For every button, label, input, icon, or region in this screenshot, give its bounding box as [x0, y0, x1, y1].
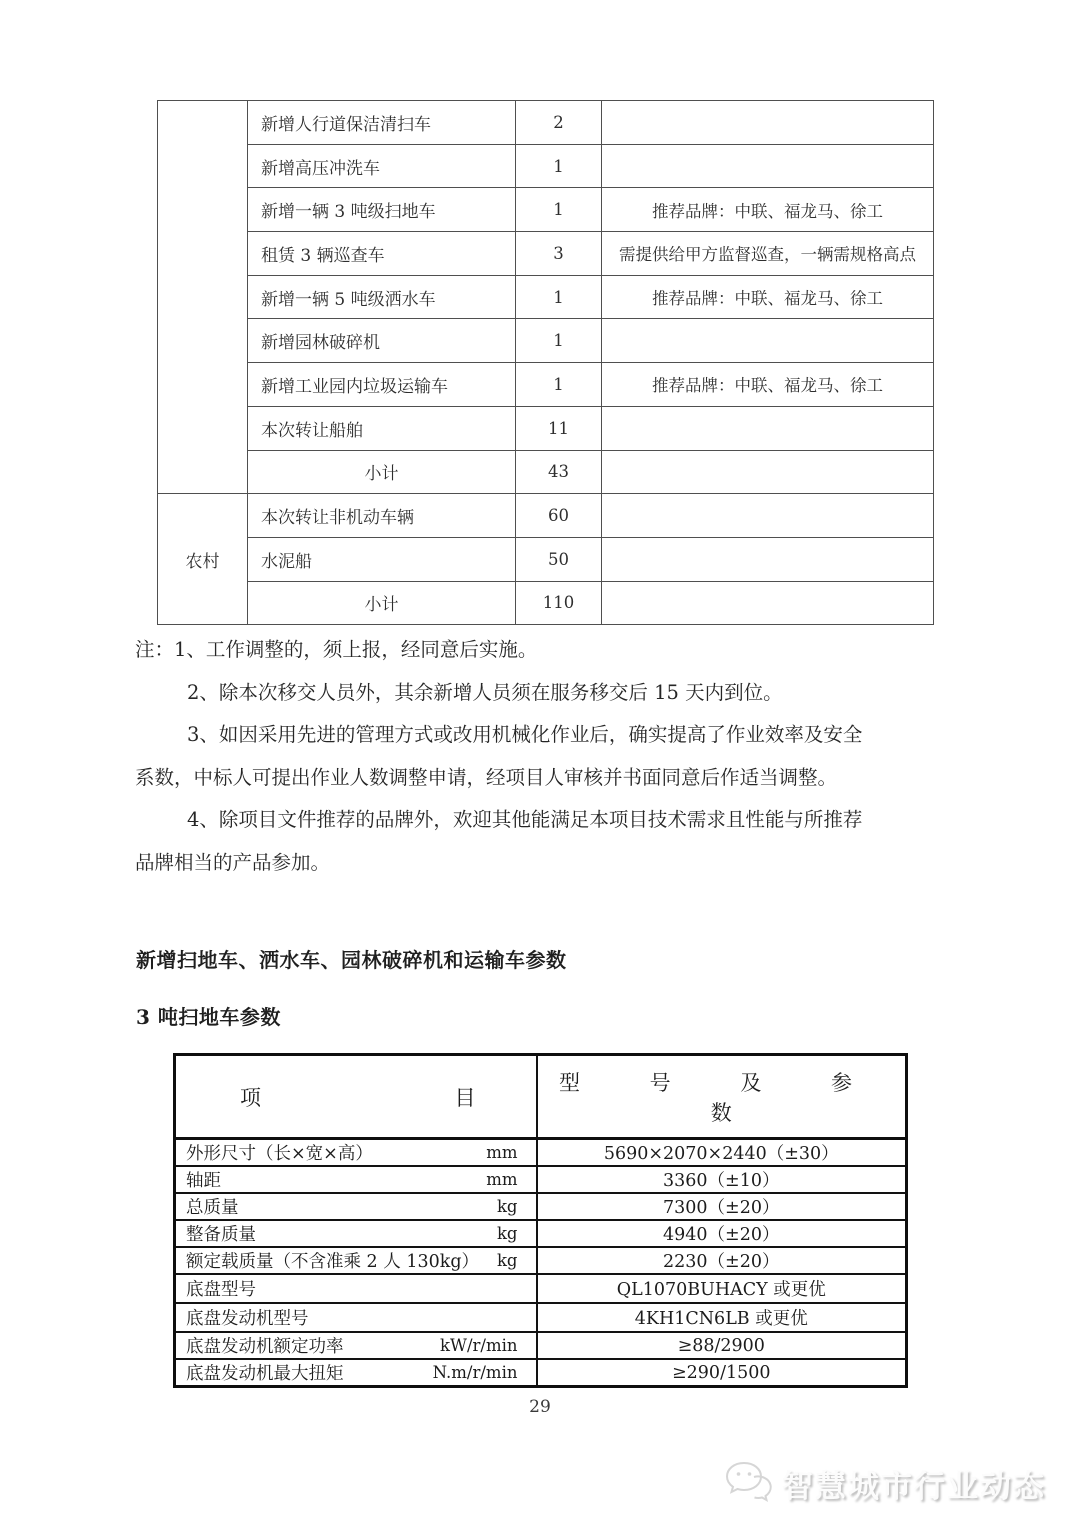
item-cell: 新增一辆 5 吨级洒水车: [248, 275, 516, 319]
item-cell: 新增高压冲洗车: [248, 144, 516, 188]
note-line: 2、除本次移交人员外，其余新增人员须在服务移交后 15 天内到位。: [187, 680, 783, 704]
qty-cell: 1: [516, 363, 602, 407]
header-item-char: 目: [454, 1085, 476, 1110]
note-line: 品牌相当的产品参加。: [135, 850, 331, 874]
item-cell: 本次转让非机动车辆: [248, 494, 516, 538]
param-name-cell: [175, 1332, 537, 1359]
sub-heading: 3 吨扫地车参数: [136, 1005, 281, 1029]
param-unit: mm: [486, 1143, 518, 1162]
subtotal-qty-cell: 110: [516, 581, 602, 625]
wechat-icon: [724, 1460, 774, 1506]
qty-cell: 11: [516, 406, 602, 450]
subtotal-label-cell: 小计: [248, 581, 516, 625]
param-name: 轴距: [186, 1171, 221, 1191]
qty-cell: 1: [516, 275, 602, 319]
table-header-row: [175, 1055, 907, 1139]
sweeper-parameters-table: [173, 1053, 908, 1388]
item-cell: 新增人行道保洁清扫车: [248, 101, 516, 145]
param-row: [175, 1193, 907, 1220]
param-name: 总质量: [186, 1198, 239, 1218]
header-value-cell: [537, 1055, 907, 1139]
remark-cell: 推荐品牌：中联、福龙马、徐工: [602, 188, 934, 232]
param-row: [175, 1247, 907, 1274]
item-cell: 新增一辆 3 吨级扫地车: [248, 188, 516, 232]
param-name-cell: [175, 1193, 537, 1220]
remark-cell: [602, 101, 934, 145]
note-line: 3、如因采用先进的管理方式或改用机械化作业后，确实提高了作业效率及安全: [187, 723, 863, 746]
table-row: [158, 494, 934, 538]
param-unit: kg: [496, 1197, 518, 1216]
item-cell: 新增工业园内垃圾运输车: [248, 363, 516, 407]
remark-cell: 推荐品牌：中联、福龙马、徐工: [602, 363, 934, 407]
header-value-label: 型 号 及 参 数: [558, 1070, 884, 1125]
param-name: 底盘发动机额定功率: [186, 1337, 344, 1357]
param-name: 底盘发动机最大扭矩: [186, 1364, 344, 1384]
param-name-cell: [175, 1166, 537, 1193]
page-number: 29: [529, 1397, 551, 1417]
remark-cell: [602, 319, 934, 363]
param-name: 底盘型号: [186, 1280, 256, 1300]
table-row: [158, 319, 934, 363]
table-row: [158, 275, 934, 319]
qty-cell: 1: [516, 188, 602, 232]
param-unit: kg: [496, 1224, 518, 1243]
subtotal-qty-cell: 43: [516, 450, 602, 494]
qty-cell: 3: [516, 232, 602, 276]
item-cell: 租赁 3 辆巡查车: [248, 232, 516, 276]
item-cell: 新增园林破碎机: [248, 319, 516, 363]
brand-watermark: [724, 1460, 1046, 1506]
note-line: 4、除项目文件推荐的品牌外，欢迎其他能满足本项目技术需求且性能与所推荐: [187, 808, 863, 831]
param-row: [175, 1332, 907, 1359]
remark-cell: [602, 144, 934, 188]
param-unit: kW/r/min: [439, 1336, 518, 1355]
param-name-cell: [175, 1139, 537, 1167]
table-row: [158, 101, 934, 145]
item-cell: 本次转让船舶: [248, 406, 516, 450]
remark-cell: 需提供给甲方监督巡查，一辆需规格高点: [602, 232, 934, 276]
group-cell-urban: [158, 101, 248, 494]
remark-cell: [602, 581, 934, 625]
param-value-cell: 4940（±20）: [537, 1220, 907, 1247]
table-row: [158, 232, 934, 276]
param-name: 整备质量: [186, 1225, 256, 1245]
param-row: [175, 1220, 907, 1247]
param-unit: mm: [486, 1170, 518, 1189]
param-value-cell: ≥88/2900: [537, 1332, 907, 1359]
param-name: 底盘发动机型号: [186, 1309, 309, 1329]
param-value-cell: 4KH1CN6LB 或更优: [537, 1303, 907, 1332]
param-value-cell: 7300（±20）: [537, 1193, 907, 1220]
param-name-cell: [175, 1247, 537, 1274]
subtotal-label-cell: 小计: [248, 450, 516, 494]
param-name: 外形尺寸（长×宽×高）: [186, 1144, 373, 1164]
param-name-cell: [175, 1359, 537, 1387]
remark-cell: [602, 406, 934, 450]
brand-name: 智慧城市行业动态: [782, 1468, 1046, 1504]
header-item-char: 项: [240, 1085, 261, 1110]
param-value-cell: QL1070BUHACY 或更优: [537, 1274, 907, 1303]
table-row: [158, 188, 934, 232]
param-name-cell: [175, 1220, 537, 1247]
remark-cell: [602, 494, 934, 538]
item-cell: 水泥船: [248, 537, 516, 581]
table-row: [158, 537, 934, 581]
param-value-cell: ≥290/1500: [537, 1359, 907, 1387]
note-line: 系数，中标人可提出作业人数调整申请，经项目人审核并书面同意后作适当调整。: [135, 765, 838, 789]
remark-cell: [602, 450, 934, 494]
group-cell-rural: 农村: [158, 494, 248, 625]
qty-cell: 1: [516, 319, 602, 363]
param-row: [175, 1166, 907, 1193]
table-row: [158, 363, 934, 407]
table-row-subtotal: [158, 581, 934, 625]
param-row: [175, 1359, 907, 1387]
param-value-cell: 5690×2070×2440（±30）: [537, 1139, 907, 1167]
vehicle-allocation-table: [157, 100, 934, 625]
section-heading: 新增扫地车、洒水车、园林破碎机和运输车参数: [136, 948, 567, 972]
param-unit: N.m/r/min: [432, 1363, 518, 1382]
qty-cell: 1: [516, 144, 602, 188]
notes-block: [135, 629, 951, 884]
qty-cell: 60: [516, 494, 602, 538]
remark-cell: [602, 537, 934, 581]
param-value-cell: 3360（±10）: [537, 1166, 907, 1193]
table-row: [158, 144, 934, 188]
param-row: [175, 1139, 907, 1167]
header-item-cell: [175, 1055, 537, 1139]
param-row: [175, 1274, 907, 1303]
param-value-cell: 2230（±20）: [537, 1247, 907, 1274]
param-name-cell: [175, 1303, 537, 1332]
param-name-cell: [175, 1274, 537, 1303]
qty-cell: 50: [516, 537, 602, 581]
table-row: [158, 406, 934, 450]
qty-cell: 2: [516, 101, 602, 145]
table-row-subtotal: [158, 450, 934, 494]
param-row: [175, 1303, 907, 1332]
note-line: 注：1、工作调整的，须上报，经同意后实施。: [135, 638, 538, 661]
param-name: 额定载质量（不含准乘 2 人 130kg）: [186, 1252, 480, 1272]
param-unit: kg: [496, 1251, 518, 1270]
remark-cell: 推荐品牌：中联、福龙马、徐工: [602, 275, 934, 319]
